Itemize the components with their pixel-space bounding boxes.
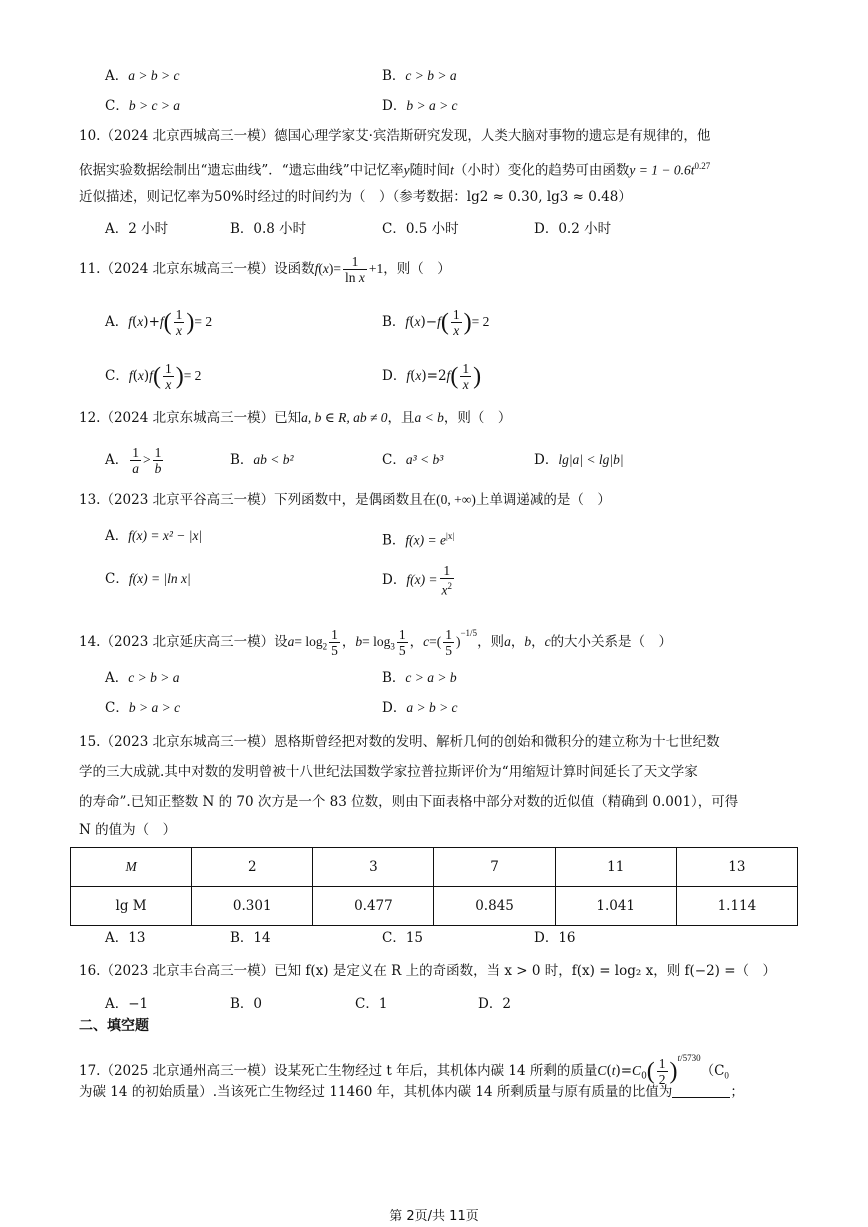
q12-option-d[interactable]: D．lg|a| < lg|b|: [534, 452, 624, 468]
section-title: 二、填空题: [79, 1018, 149, 1034]
q15-stem-line3: 的寿命”.已知正整数 N 的 70 次方是一个 83 位数，则由下面表格中部分对数的近似值（精确到 0.001），可得: [79, 794, 739, 810]
q10-function-exponent: 0.27: [694, 161, 711, 171]
page-footer: 第 2页/共 11页: [389, 1209, 479, 1224]
q12-option-c[interactable]: C．a³ < b³: [382, 452, 444, 468]
q10-option-b[interactable]: B．0.8 小时: [230, 221, 307, 237]
q14-stem: 14.（2023 北京延庆高三一模）设$a= \log_2$ $\frac{1}{5}$ ，$b= \log_3$ $\frac{1}{5}$ ，c=( $\frac{1}{5}$ )$^{-1/5}$，则a，b，c的大小关系是（ ）: [79, 627, 673, 658]
q15-stem-line1: 15.（2023 北京东城高三一模）恩格斯曾经把对数的发明、解析几何的创始和微积分的建立称为十七世纪数: [79, 734, 720, 750]
table-row: [71, 887, 798, 926]
q14-option-b[interactable]: B．c > a > b: [382, 670, 457, 686]
q11-option-c[interactable]: C．f(x)f( $\frac{1}{x}$ )= 2: [105, 361, 202, 392]
q11-option-d[interactable]: D．f(x)=2f( $\frac{1}{x}$ ): [382, 361, 482, 392]
table-cell: 0.845: [434, 887, 555, 926]
q10-option-d[interactable]: D．0.2 小时: [534, 221, 612, 237]
q11-stem: 11.（2024 北京东城高三一模）设函数f(x)= $\frac{1}{\text{ln x}}$ +1，则（ ）: [79, 254, 451, 285]
q11-option-a[interactable]: A．f(x)+f( $\frac{1}{x}$ )= 2: [105, 307, 213, 338]
q13-option-c[interactable]: C．f(x) = |ln x|: [105, 571, 191, 587]
q16-stem: 16.（2023 北京丰台高三一模）已知 f(x) 是定义在 R 上的奇函数，当 x > 0 时，f(x) = log₂ x，则 f(−2) =（ ）: [79, 963, 777, 979]
q15-option-d[interactable]: D．16: [534, 930, 576, 946]
q10-option-c[interactable]: C．0.5 小时: [382, 221, 459, 237]
table-cell: lg M: [71, 887, 192, 926]
q14-option-d[interactable]: D．a > b > c: [382, 700, 458, 716]
table-header-cell: M: [71, 848, 192, 887]
q15-stem-line4: N 的值为（ ）: [79, 822, 177, 838]
q15-option-c[interactable]: C．15: [382, 930, 424, 946]
q15-option-a[interactable]: A．13: [105, 930, 146, 946]
q9-option-a[interactable]: A．a > b > c: [105, 68, 180, 84]
q13-option-d[interactable]: D．f(x) = $\frac{1}{x^2}$: [382, 563, 453, 598]
table-header-cell: 13: [676, 848, 797, 887]
table-header-cell: 7: [434, 848, 555, 887]
table-row: [71, 848, 798, 887]
answer-blank[interactable]: [672, 1083, 730, 1098]
q12-stem: 12.（2024 北京东城高三一模）已知a, b ∈ R, ab ≠ 0，且a < b，则（ ）: [79, 410, 512, 426]
q10-option-a[interactable]: A．2 小时: [105, 221, 169, 237]
q13-option-b[interactable]: B．$f(x) = e^{|x|}$: [382, 531, 455, 549]
q12-option-a[interactable]: A． $\frac{1}{a}$ > $\frac{1}{b}$: [105, 445, 162, 476]
q10-stem-line3: 近似描述，则记忆率为50%时经过的时间约为（ ）（参考数据：lg2 ≈ 0.30, lg3 ≈ 0.48）: [79, 189, 632, 205]
q11-option-b[interactable]: B．f(x)−f( $\frac{1}{x}$ )= 2: [382, 307, 490, 338]
var-t: t: [450, 162, 454, 178]
q12-option-b[interactable]: B．ab < b²: [230, 452, 294, 468]
log-table: [70, 847, 798, 926]
table-header-cell: 2: [192, 848, 313, 887]
q15-option-b[interactable]: B．14: [230, 930, 271, 946]
table-cell: 0.301: [192, 887, 313, 926]
q9-option-d[interactable]: D．b > a > c: [382, 98, 458, 114]
table-header-cell: 3: [313, 848, 434, 887]
q13-option-a[interactable]: A．f(x) = x² − |x|: [105, 528, 203, 544]
q17-stem-line2: 为碳 14 的初始质量）.当该死亡生物经过 11460 年，其机体内碳 14 所剩质量与原有质量的比值为 ；: [79, 1084, 744, 1100]
table-cell: 0.477: [313, 887, 434, 926]
q10-stem-line1: 10.（2024 北京西城高三一模）德国心理学家艾·宾浩斯研究发现，人类大脑对事物的遗忘是有规律的，他: [79, 128, 711, 144]
q9-option-b[interactable]: B．c > b > a: [382, 68, 457, 84]
q10-stem-line2: 依据实验数据绘制出“遗忘曲线”．“遗忘曲线”中记忆率y随时间t（小时）变化的趋势可由函数$y = 1 - 0.6t^{0.27}$: [79, 161, 711, 179]
q10-function: y = 1 − 0.6t: [629, 162, 695, 178]
q16-option-a[interactable]: A．−1: [105, 996, 149, 1012]
q16-option-d[interactable]: D．2: [478, 996, 511, 1012]
table-cell: 1.041: [555, 887, 676, 926]
q15-stem-line2: 学的三大成就.其中对数的发明曾被十八世纪法国数学家拉普拉斯评价为“用缩短计算时间延长了天文学家: [79, 764, 698, 780]
q13-stem: 13.（2023 北京平谷高三一模）下列函数中，是偶函数且在(0, +∞)上单调递减的是（ ）: [79, 492, 611, 508]
var-y: y: [403, 162, 410, 178]
q9-option-c[interactable]: C．b > c > a: [105, 98, 181, 114]
q16-option-b[interactable]: B．0: [230, 996, 263, 1012]
q16-option-c[interactable]: C．1: [355, 996, 388, 1012]
q14-option-c[interactable]: C．b > a > c: [105, 700, 181, 716]
q11-fraction: $\frac{1}{\text{ln x}}$: [345, 254, 365, 285]
table-header-cell: 11: [555, 848, 676, 887]
q17-stem-line1: 17.（2025 北京通州高三一模）设某死亡生物经过 t 年后，其机体内碳 14 所剩的质量$C(t)=C_0$( $\frac{1}{2}$ )$^{t/5730}(C_0$: [79, 1053, 729, 1087]
q14-option-a[interactable]: A．c > b > a: [105, 670, 180, 686]
table-cell: 1.114: [676, 887, 797, 926]
